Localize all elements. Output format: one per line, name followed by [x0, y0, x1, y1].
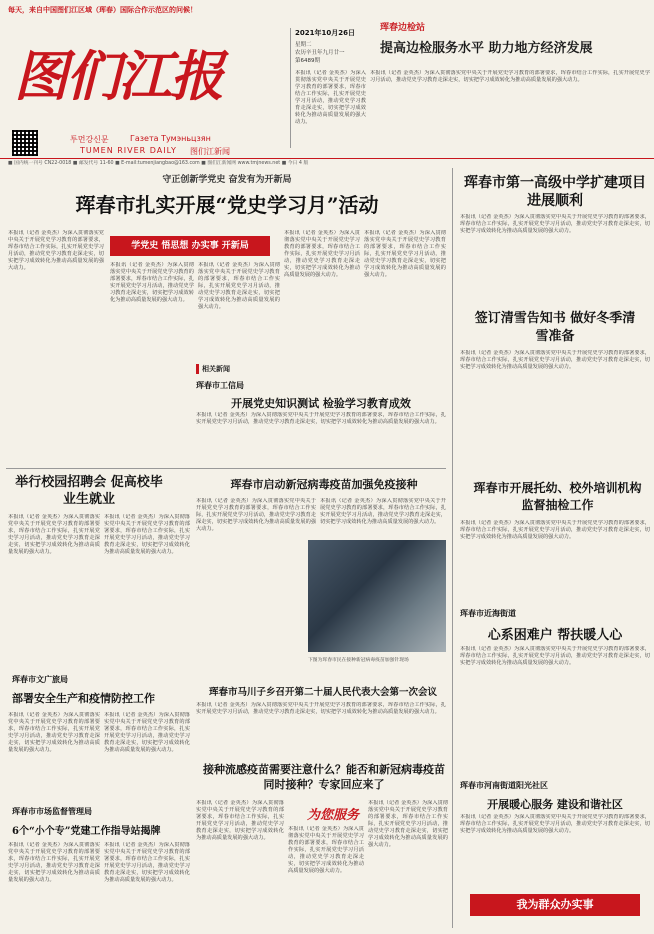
- jinhai-body: 本报讯（记者 金英杰）为深入贯彻落实党中央关于开展党史学习教育的部署要求，珲春市结合工作实际，扎实开展党史学习月活动，推动党史学习教育走深走实，切实把学习成效转化为推动高质量发展的强大动力。: [460, 646, 650, 666]
- henan-body: 本报讯（记者 金英杰）为深入贯彻落实党中央关于开展党史学习教育的部署要求，珲春市结合工作实际，扎实开展党史学习月活动，推动党史学习教育走深走实，切实把学习成效转化为推动高质量发展的强大动力。: [460, 814, 650, 834]
- issue-number: 第6489期: [295, 58, 320, 64]
- snow-body: 本报讯（记者 金英杰）为深入贯彻落实党中央关于开展党史学习教育的部署要求，珲春市结合工作实际，扎实开展党史学习月活动，推动党史学习教育走深走实，切实把学习成效转化为推动高质量发展的强大动力。: [460, 350, 650, 370]
- lead-body-col5: 本报讯（记者 金英杰）为深入贯彻落实党中央关于开展党史学习教育的部署要求，珲春市结合工作实际，扎实开展党史学习月活动，推动党史学习教育走深走实，切实把学习成效转化为推动高质量发展的强大动力。: [364, 230, 446, 278]
- related-news-body: 本报讯（记者 金英杰）为深入贯彻落实党中央关于开展党史学习教育的部署要求，珲春市结合工作实际，扎实开展党史学习月活动，推动党史学习教育走深走实，切实把学习成效转化为推动高质量发展的强大动力。: [196, 412, 446, 425]
- qr-code-icon: [12, 130, 38, 156]
- vaccine-qa-body-col3: 本报讯（记者 金英杰）为深入贯彻落实党中央关于开展党史学习教育的部署要求，珲春市结合工作实际，扎实开展党史学习月活动，推动党史学习教育走深走实，切实把学习成效转化为推动高质量发展的强大动力。: [368, 800, 448, 848]
- related-news-subhead: 珲春市工信局: [196, 380, 244, 390]
- tutoring-body: 本报讯（记者 金英杰）为深入贯彻落实党中央关于开展党史学习教育的部署要求，珲春市结合工作实际，扎实开展党史学习月活动，推动党史学习教育走深走实，切实把学习成效转化为推动高质量发展的强大动力。: [460, 520, 650, 540]
- top-banner: 每天，来自中国图们江区域（珲春）国际合作示范区的问候！: [8, 6, 197, 14]
- lead-kicker: 守正创新学党史 奋发有为开新局: [162, 175, 292, 185]
- vaccination-photo: [308, 540, 446, 652]
- lunar-date: 农历辛丑年九月廿一: [295, 50, 345, 56]
- lead-headline: 珲春市扎实开展“党史学习月”活动: [75, 193, 379, 217]
- lead-story: [8, 172, 446, 218]
- masthead-sub-russian: Газета Тумэньцзян: [130, 134, 211, 143]
- job-fair-body-col1: 本报讯（记者 金英杰）为深入贯彻落实党中央关于开展党史学习教育的部署要求，珲春市结合工作实际，扎实开展党史学习月活动，推动党史学习教育走深走实，切实把学习成效转化为推动高质量发展的强大动力。: [8, 514, 100, 555]
- jinhai-headline: 心系困难户 帮扶暖人心: [487, 628, 623, 643]
- job-fair-body-col2: 本报讯（记者 金英杰）为深入贯彻落实党中央关于开展党史学习教育的部署要求，珲春市结合工作实际，扎实开展党史学习月活动，推动党史学习教育走深走实，切实把学习成效转化为推动高质量发展的强大动力。: [104, 514, 190, 555]
- brief-box: [380, 20, 650, 56]
- lead-body-col1: 本报讯（记者 金英杰）为深入贯彻落实党中央关于开展党史学习教育的部署要求，珲春市结合工作实际，扎实开展党史学习月活动，推动党史学习教育走深走实，切实把学习成效转化为推动高质量发展的强大动力。: [8, 230, 104, 271]
- brief-box-title: 珲春边检站: [380, 23, 426, 33]
- masthead-sub-korean: 투먼강신문: [70, 135, 109, 144]
- vaccine-qa-headline: 接种流感疫苗需要注意什么？能否和新冠病毒疫苗同时接种？专家回应来了: [203, 763, 445, 791]
- logo-column: 为您服务: [306, 808, 359, 823]
- vaccine-qa-body-col1: 本报讯（记者 金英杰）为深入贯彻落实党中央关于开展党史学习教育的部署要求，珲春市结合工作实际，扎实开展党史学习月活动，推动党史学习教育走深走实，切实把学习成效转化为推动高质量发展的强大动力。: [196, 800, 284, 841]
- congress-headline: 珲春市马川子乡召开第二十届人民代表大会第一次会议: [208, 687, 437, 698]
- tourism-headline: 部署安全生产和疫情防控工作: [12, 692, 155, 705]
- related-news-headline: 开展党史知识测试 检验学习教育成效: [231, 397, 411, 410]
- weekday: 星期二: [295, 42, 312, 48]
- related-news: [196, 364, 446, 411]
- vaccine-headline: 珲春市启动新冠病毒疫苗加强免疫接种: [230, 478, 418, 491]
- photo-caption: 下图为珲春市民在接种新冠病毒疫苗加强针现场: [308, 658, 409, 663]
- tourism-subhead: 珲春市文广旅局: [12, 674, 68, 684]
- weather-note: 本报讯（记者 金英杰）为深入贯彻落实党中央关于开展党史学习教育的部署要求，珲春市结合工作实际，扎实开展党史学习月活动，推动党史学习教育走深走实，切实把学习成效转化为推动高质量发展的强大动力。: [295, 70, 366, 125]
- vaccine-body-col1: 本报讯（记者 金英杰）为深入贯彻落实党中央关于开展党史学习教育的部署要求，珲春市结合工作实际，扎实开展党史学习月活动，推动党史学习教育走深走实，切实把学习成效转化为推动高质量发展的强大动力。: [196, 498, 316, 532]
- market-subhead: 珲春市市场监督管理局: [12, 806, 92, 816]
- henan-headline: 开展暖心服务 建设和谐社区: [487, 798, 623, 811]
- market-headline: 6个“小个专”党建工作指导站揭牌: [12, 826, 161, 837]
- tourism-body-col2: 本报讯（记者 金英杰）为深入贯彻落实党中央关于开展党史学习教育的部署要求，珲春市结合工作实际，扎实开展党史学习月活动，推动党史学习教育走深走实，切实把学习成效转化为推动高质量发展的强大动力。: [104, 712, 190, 753]
- market-body-col1: 本报讯（记者 金英杰）为深入贯彻落实党中央关于开展党史学习教育的部署要求，珲春市结合工作实际，扎实开展党史学习月活动，推动党史学习教育走深走实，切实把学习成效转化为推动高质量发展的强大动力。: [8, 842, 100, 883]
- henan-subhead: 珲春市河南街道阳光社区: [460, 780, 548, 790]
- masthead: [0, 14, 654, 164]
- service-banner: 我为群众办实事: [470, 894, 640, 916]
- school-body: 本报讯（记者 金英杰）为深入贯彻落实党中央关于开展党史学习教育的部署要求，珲春市结合工作实际，扎实开展党史学习月活动，推动党史学习教育走深走实，切实把学习成效转化为推动高质量发展的强大动力。: [460, 214, 650, 234]
- issue-date: 2021年10月26日: [295, 29, 355, 37]
- masthead-sub-english: TUMEN RIVER DAILY: [80, 146, 177, 155]
- lead-body-col4: 本报讯（记者 金英杰）为深入贯彻落实党中央关于开展党史学习教育的部署要求，珲春市结合工作实际，扎实开展党史学习月活动，推动党史学习教育走深走实，切实把学习成效转化为推动高质量发展的强大动力。: [284, 230, 360, 278]
- masthead-logo: 图们江报: [14, 44, 222, 108]
- info-bar: ■ 国内统一刊号 CN22-0018 ■ 邮发代号 11-60 ■ E-mail:tumenjiangbao@163.com ■ 图们江新闻网 www.tmjnews.net ■ 今日 4 版: [0, 158, 654, 168]
- masthead-sub-cn: 图们江新闻: [190, 147, 230, 156]
- tourism-body-col1: 本报讯（记者 金英杰）为深入贯彻落实党中央关于开展党史学习教育的部署要求，珲春市结合工作实际，扎实开展党史学习月活动，推动党史学习教育走深走实，切实把学习成效转化为推动高质量发展的强大动力。: [8, 712, 100, 753]
- snow-headline: 签订清雪告知书 做好冬季清雪准备: [474, 311, 636, 344]
- school-headline: 珲春市第一高级中学扩建项目进展顺利: [464, 175, 646, 209]
- lead-body-col3: 本报讯（记者 金英杰）为深入贯彻落实党中央关于开展党史学习教育的部署要求，珲春市结合工作实际，扎实开展党史学习月活动，推动党史学习教育走深走实，切实把学习成效转化为推动高质量发展的强大动力。: [198, 262, 280, 310]
- related-news-label: 相关新闻: [196, 364, 446, 374]
- vaccine-qa-body-col2: 本报讯（记者 金英杰）为深入贯彻落实党中央关于开展党史学习教育的部署要求，珲春市结合工作实际，扎实开展党史学习月活动，推动党史学习教育走深走实，切实把学习成效转化为推动高质量发展的强大动力。: [288, 826, 364, 874]
- date-block: [290, 28, 366, 148]
- lead-body-col2: 本报讯（记者 金英杰）为深入贯彻落实党中央关于开展党史学习教育的部署要求，珲春市结合工作实际，扎实开展党史学习月活动，推动党史学习教育走深走实，切实把学习成效转化为推动高质量发展的强大动力。: [110, 262, 194, 303]
- market-body-col2: 本报讯（记者 金英杰）为深入贯彻落实党中央关于开展党史学习教育的部署要求，珲春市结合工作实际，扎实开展党史学习月活动，推动党史学习教育走深走实，切实把学习成效转化为推动高质量发展的强大动力。: [104, 842, 190, 883]
- congress-body: 本报讯（记者 金英杰）为深入贯彻落实党中央关于开展党史学习教育的部署要求，珲春市结合工作实际，扎实开展党史学习月活动，推动党史学习教育走深走实，切实把学习成效转化为推动高质量发展的强大动力。: [196, 702, 446, 715]
- job-fair-headline: 举行校园招聘会 促高校毕业生就业: [15, 475, 163, 507]
- tutoring-headline: 珲春市开展托幼、校外培训机构监督抽检工作: [473, 481, 642, 512]
- lead-banner: 学党史 悟思想 办实事 开新局: [110, 236, 270, 256]
- brief-box-body: 本报讯（记者 金英杰）为深入贯彻落实党中央关于开展党史学习教育的部署要求，珲春市结合工作实际，扎实开展党史学习月活动，推动党史学习教育走深走实，切实把学习成效转化为推动高质量发展的强大动力。: [370, 70, 650, 83]
- vaccine-body-col2: 本报讯（记者 金英杰）为深入贯彻落实党中央关于开展党史学习教育的部署要求，珲春市结合工作实际，扎实开展党史学习月活动，推动党史学习教育走深走实，切实把学习成效转化为推动高质量发展的强大动力。: [320, 498, 446, 525]
- brief-box-headline: 提高边检服务水平 助力地方经济发展: [380, 41, 593, 56]
- jinhai-subhead: 珲春市近海街道: [460, 608, 516, 618]
